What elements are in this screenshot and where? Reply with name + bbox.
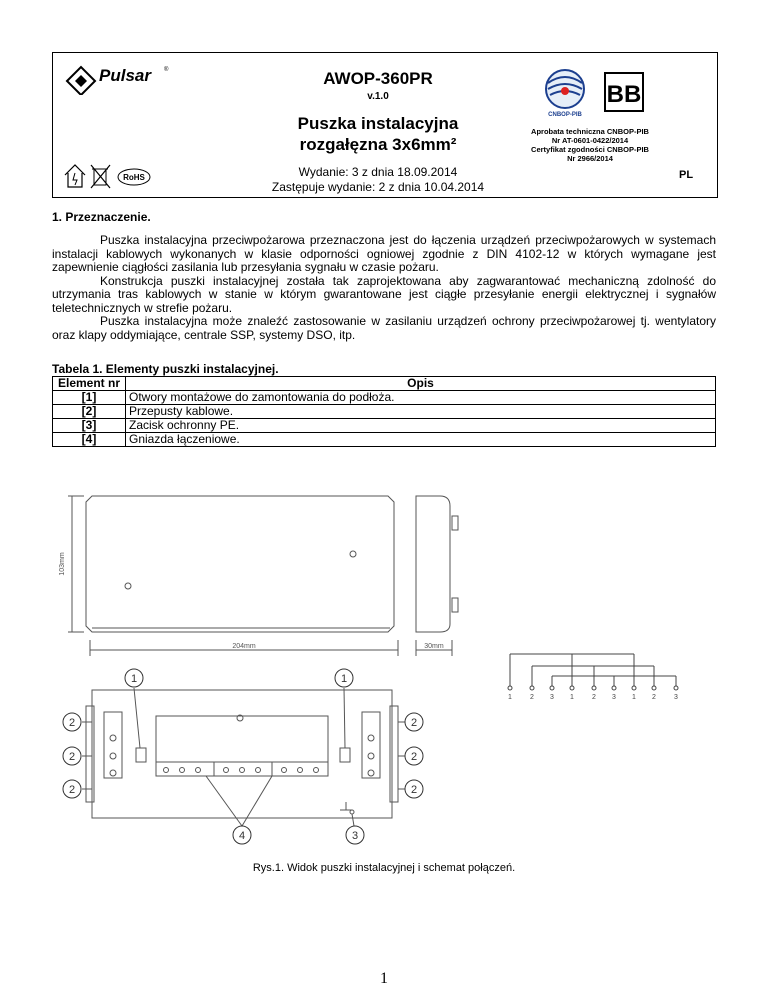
svg-text:BB: BB <box>606 81 642 108</box>
callout-label: 3 <box>351 830 359 842</box>
brand-name: Pulsar <box>99 66 151 85</box>
section-body <box>52 234 716 342</box>
language-code: PL <box>679 169 694 181</box>
product-title-line1: Puszka instalacyjna <box>297 114 459 133</box>
cert-line: Nr AT-0601-0422/2014 <box>551 136 629 145</box>
rohs-icon <box>118 169 150 185</box>
table-row: [2] Przepusty kablowe. <box>53 405 716 419</box>
terminal-label: 2 <box>652 694 656 701</box>
cnbop-label: CNBOP-PIB <box>548 112 582 118</box>
device-drawing <box>0 480 768 880</box>
callout-label: 2 <box>68 751 76 763</box>
page-number: 1 <box>380 970 388 987</box>
document-header <box>52 52 718 198</box>
width-label: 204mm <box>232 643 256 650</box>
table-row: [1] Otwory montażowe do zamontowania do podłoża. <box>53 391 716 405</box>
product-title-line2: rozgałęzna 3x6mm² <box>299 135 457 154</box>
cert-line: Aprobata techniczna CNBOP-PIB <box>531 127 649 136</box>
header-description: Opis <box>126 377 716 391</box>
terminal-label: 1 <box>508 694 512 701</box>
section-title: 1. Przeznaczenie. <box>52 210 151 224</box>
table-header-row <box>53 377 716 391</box>
edition-date: Wydanie: 3 z dnia 18.09.2014 <box>298 165 458 179</box>
rohs-label: RoHS <box>123 173 145 182</box>
front-view <box>86 496 394 632</box>
cert-line: Nr 2966/2014 <box>567 154 613 163</box>
edition-info <box>253 165 503 195</box>
figure-caption: Rys.1. Widok puszki instalacyjnej i schemat połączeń. <box>252 862 516 874</box>
cnbop-logo <box>538 67 592 119</box>
terminal-label: 1 <box>570 694 574 701</box>
terminal-label: 3 <box>550 694 554 701</box>
header-element-nr: Element nr <box>53 377 126 391</box>
version: v.1.0 <box>367 91 389 102</box>
depth-label: 30mm <box>424 643 444 650</box>
callout-label: 2 <box>410 784 418 796</box>
paragraph: Puszka instalacyjna przeciwpożarowa przeznaczona jest do łączenia urządzeń przeciwpożarowych w systemach instalacji kablowych wykonanych w klasie odporności ogniowej zgodnie z DIN 4102-12 w których wymagane jest zapewnienie ciągłości zasilania lub przesyłania sygnału w czasie pożaru. <box>52 233 716 274</box>
terminal-label: 1 <box>632 694 636 701</box>
terminal-label: 2 <box>530 694 534 701</box>
terminal-label: 3 <box>612 694 616 701</box>
bb-certification-logo <box>603 71 645 113</box>
open-box-view <box>82 688 406 826</box>
callout-label: 2 <box>68 784 76 796</box>
callout-label: 2 <box>410 717 418 729</box>
weee-bin-icon <box>91 165 110 188</box>
terminal-label: 3 <box>674 694 678 701</box>
pulsar-logo <box>63 59 173 95</box>
table-row: [3] Zacisk ochronny PE. <box>53 419 716 433</box>
cert-line: Certyfikat zgodności CNBOP-PIB <box>531 145 649 154</box>
symbol-icons <box>61 161 161 191</box>
connection-schematic <box>508 654 678 690</box>
replaces-edition: Zastępuje wydanie: 2 z dnia 10.04.2014 <box>271 180 485 194</box>
callout-label: 2 <box>68 717 76 729</box>
table-title: Tabela 1. Elementy puszki instalacyjnej. <box>52 362 279 376</box>
paragraph: Konstrukcja puszki instalacyjnej została tak zaprojektowana aby zagwarantować mechaniczną zdolność do utrzymania tras kablowych w stanie w którym gwarantowane jest ciągłe przesyłanie energii elektrycznej i sygnałów teletechnicznych w strefie pożaru. <box>52 273 716 315</box>
elements-table <box>52 376 716 447</box>
height-dimension <box>68 496 84 632</box>
paragraph: Puszka instalacyjna może znaleźć zastosowanie w zasilaniu urządzeń ochrony przeciwpożarowej tj. wentylatory oraz klapy oddymiające, centrale SSP, systemy DSO, itp. <box>52 314 716 342</box>
table-row: [4] Gniazda łączeniowe. <box>53 433 716 447</box>
callout-label: 4 <box>238 830 246 842</box>
certification-text <box>515 127 665 163</box>
indoor-use-icon <box>65 165 85 187</box>
side-view <box>416 496 458 656</box>
callout-label: 1 <box>130 673 138 685</box>
product-title <box>253 113 503 155</box>
pulsar-logo-mark <box>67 67 95 95</box>
height-label: 103mm <box>59 552 66 576</box>
callout-label: 2 <box>410 751 418 763</box>
terminal-label: 2 <box>592 694 596 701</box>
svg-text:®: ® <box>164 67 169 73</box>
callout-label: 1 <box>340 673 348 685</box>
model-name: AWOP-360PR <box>323 69 433 88</box>
